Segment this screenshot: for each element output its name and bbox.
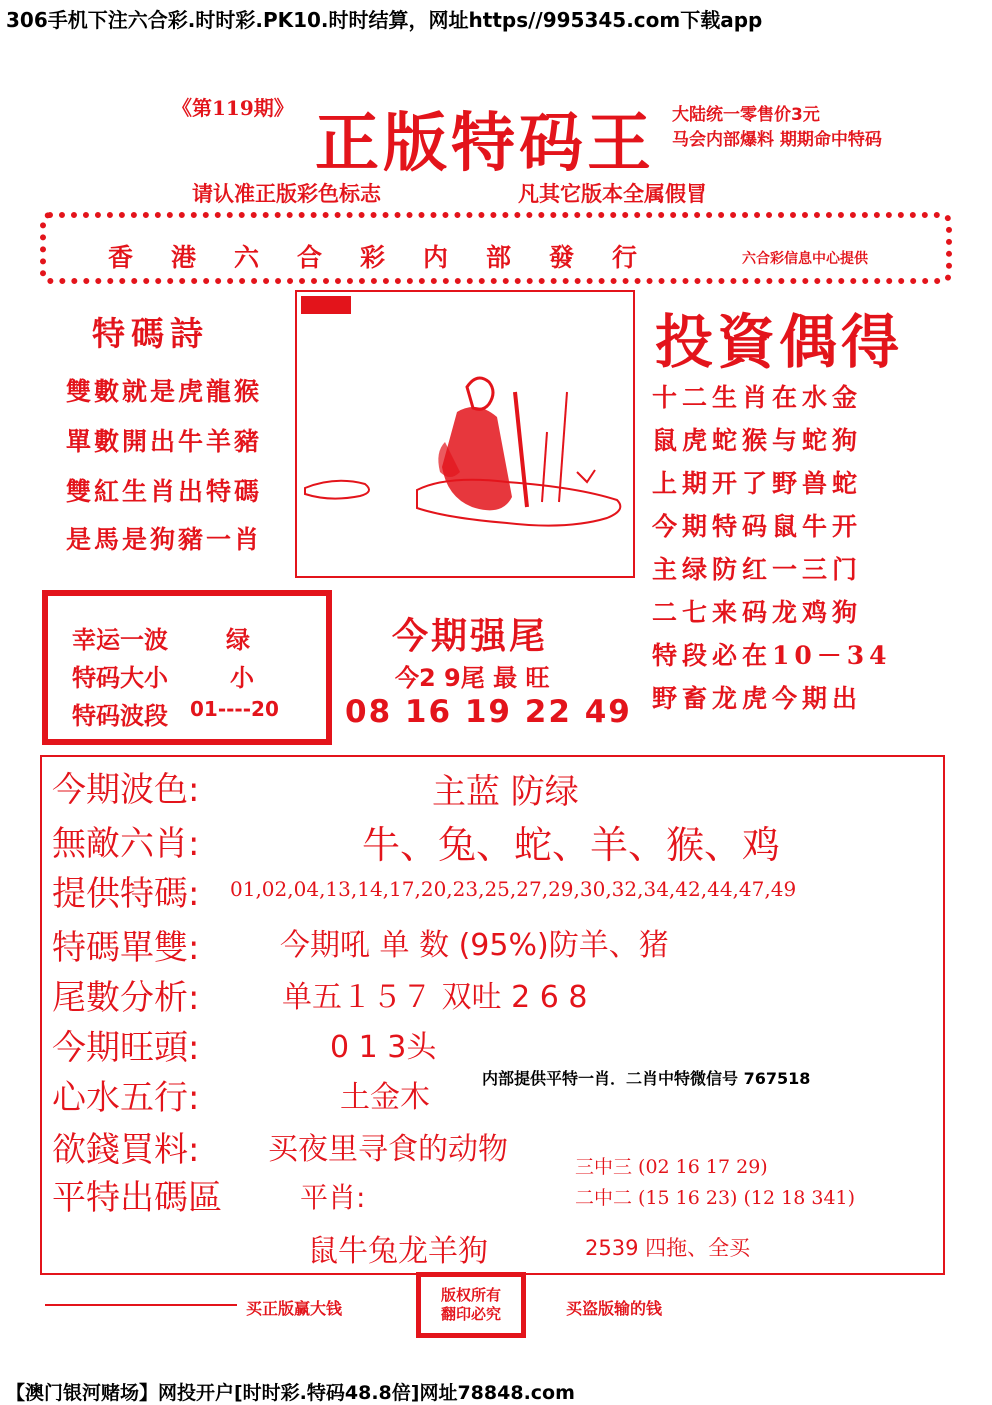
seal-stamp	[301, 296, 351, 314]
invest-title: 投資偶得	[655, 308, 904, 376]
publisher-name: 香港六合彩内部發行	[108, 243, 676, 272]
publisher-note: 六合彩信息中心提供	[742, 251, 868, 267]
sage-illustration	[297, 292, 633, 576]
lucky-size-value: 小	[230, 664, 254, 692]
lucky-range-label: 特码波段	[72, 702, 168, 730]
strong-tail-numbers: 08 16 19 22 49	[345, 694, 632, 730]
flat-zodiac-label: 平肖:	[300, 1181, 366, 1214]
footer-divider	[45, 1304, 237, 1306]
invest-line: 野畜龙虎今期出	[652, 684, 863, 713]
tail-analysis-label: 尾數分析:	[52, 978, 200, 1018]
poem-line: 單數開出牛羊豬	[66, 427, 263, 456]
wechat-note: 内部提供平特一肖．二肖中特微信号 767518	[482, 1069, 811, 1088]
illustration-frame	[295, 290, 635, 578]
lucky-wave-label: 幸运一波	[72, 626, 168, 654]
five-element-label: 心水五行:	[52, 1078, 200, 1118]
invest-line: 特段必在10－34	[652, 641, 892, 670]
bottom-banner: 【澳门银河赌场】网投开户[时时彩.特码48.8倍]网址78848.com	[6, 1382, 575, 1404]
footer-left-text: 买正版赢大钱	[246, 1299, 343, 1318]
riddle-value: 买夜里寻食的动物	[268, 1132, 508, 1167]
odd-even-label: 特碼單雙:	[52, 928, 200, 968]
wave-color-label: 今期波色:	[52, 770, 200, 810]
footer-right-text: 买盗版输的钱	[566, 1299, 663, 1318]
invest-line: 上期开了野兽蛇	[652, 469, 863, 498]
flat-zodiac-value: 鼠牛兔龙羊狗	[308, 1234, 488, 1269]
top-banner: 306手机下注六合彩.时时彩.PK10.时时结算，网址https//995345.com下载app	[6, 8, 763, 32]
special-numbers-label: 提供特碼:	[52, 874, 200, 914]
page-title: 正版特码王	[315, 106, 655, 181]
strong-tail-title: 今期强尾	[392, 615, 549, 657]
notice-authentic: 请认准正版彩色标志	[192, 182, 381, 206]
odd-even-value: 今期吼 单 数 (95%)防羊、猪	[280, 928, 669, 963]
notice-fake: 凡其它版本全属假冒	[518, 182, 707, 206]
copyright-line-1: 版权所有	[440, 1286, 501, 1304]
flat-extra-text: 2539 四拖、全买	[585, 1236, 751, 1260]
tail-analysis-value: 单五１５７ 双吐 2 6 8	[282, 980, 588, 1015]
invest-line: 二七来码龙鸡狗	[652, 598, 863, 627]
lucky-range-value: 01----20	[190, 697, 279, 721]
tagline-text: 马会内部爆料 期期命中特码	[672, 130, 882, 150]
poem-line: 是馬是狗豬一肖	[66, 525, 263, 554]
head-value: 0 1 3头	[330, 1030, 437, 1065]
five-element-value: 土金木	[340, 1080, 430, 1115]
price-text: 大陆统一零售价3元	[672, 105, 820, 125]
issue-number: 《第119期》	[172, 96, 294, 120]
lucky-size-label: 特码大小	[72, 664, 168, 692]
poem-title: 特碼詩	[92, 314, 209, 353]
two-hit-text: 二中二 (15 16 23) (12 18 341)	[575, 1187, 856, 1209]
invest-line: 主绿防红一三门	[652, 555, 863, 584]
wave-color-value: 主蓝 防绿	[432, 772, 579, 812]
invest-line: 今期特码鼠牛开	[652, 512, 863, 541]
invest-line: 鼠虎蛇猴与蛇狗	[652, 426, 863, 455]
special-numbers-value: 01,02,04,13,14,17,20,23,25,27,29,30,32,34,42,44,47,49	[230, 877, 797, 901]
three-hit-text: 三中三 (02 16 17 29)	[575, 1156, 768, 1178]
copyright-stamp	[416, 1272, 526, 1338]
poem-line: 雙紅生肖出特碼	[66, 477, 263, 506]
flat-zone-label: 平特出碼區	[52, 1178, 222, 1218]
riddle-label: 欲錢買料:	[52, 1130, 200, 1170]
six-zodiac-value: 牛、兔、蛇、羊、猴、鸡	[362, 823, 781, 867]
head-label: 今期旺頭:	[52, 1028, 200, 1068]
lucky-wave-value: 绿	[226, 626, 250, 654]
poem-line: 雙數就是虎龍猴	[66, 377, 263, 406]
strong-tail-subtitle: 今2 9尾 最 旺	[395, 664, 550, 692]
six-zodiac-label: 無敵六肖:	[52, 824, 200, 864]
copyright-line-2: 翻印必究	[440, 1305, 501, 1323]
invest-line: 十二生肖在水金	[652, 383, 863, 412]
